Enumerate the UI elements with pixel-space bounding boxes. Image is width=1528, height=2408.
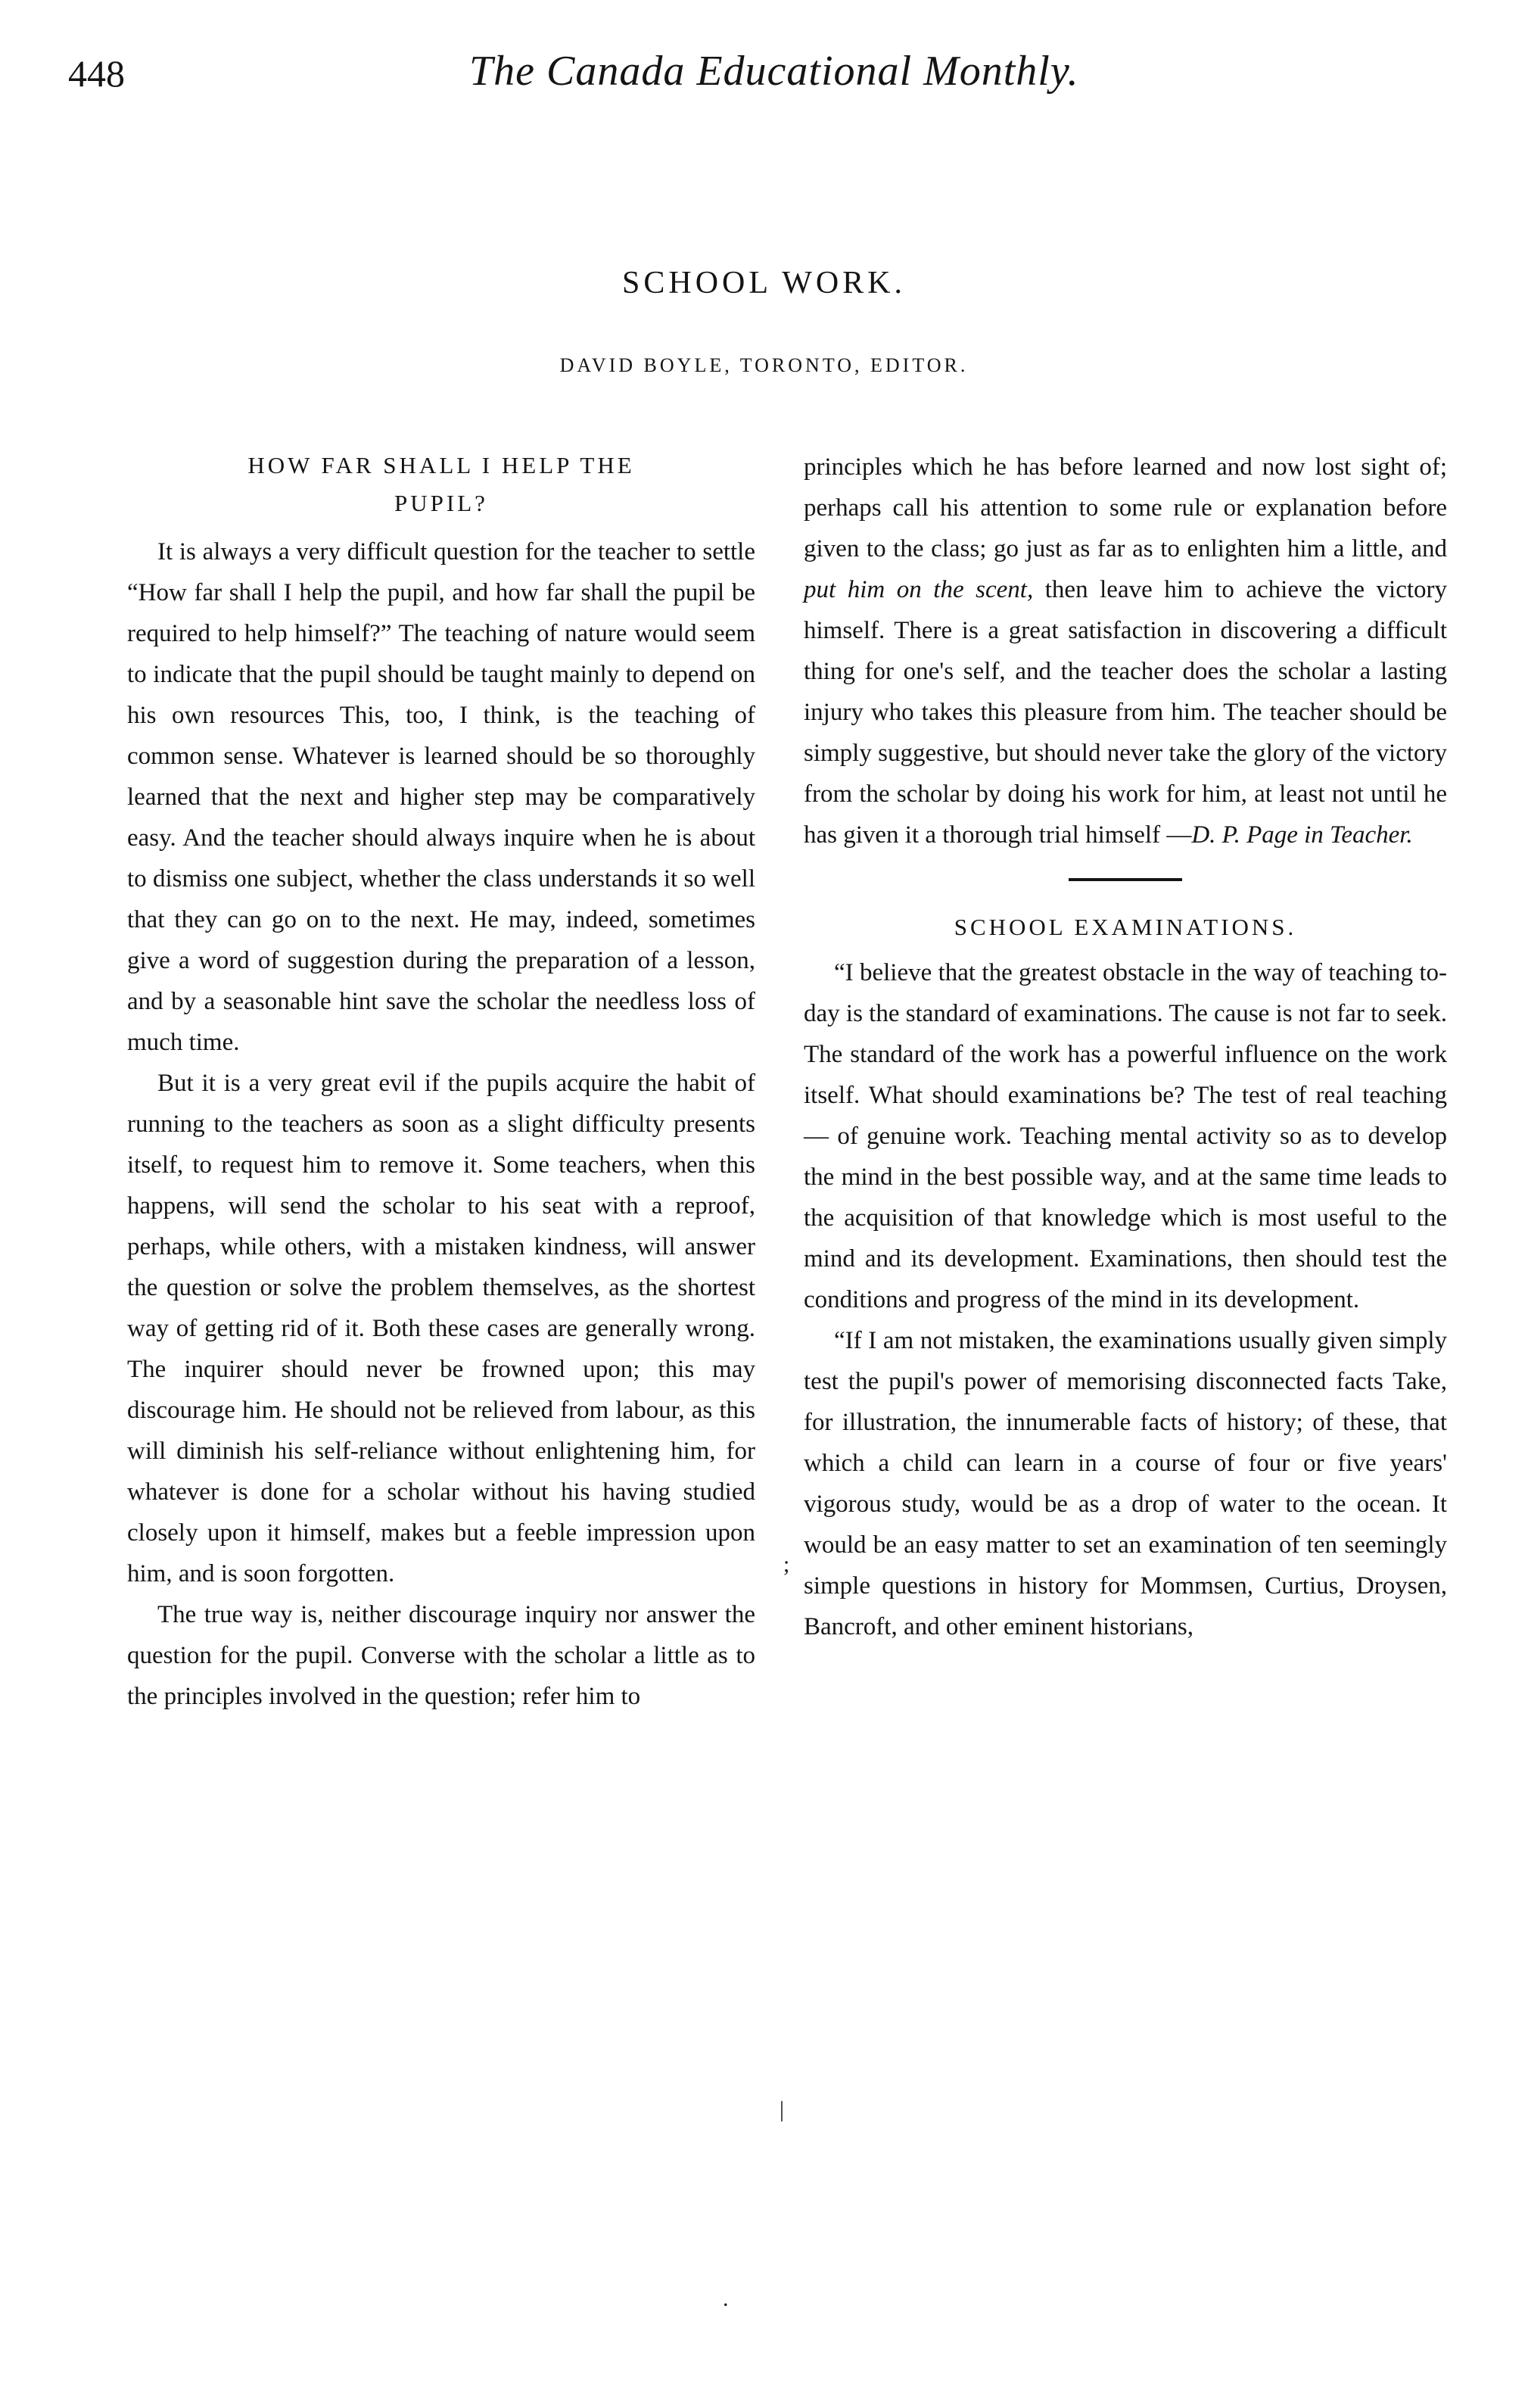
- attribution: D. P. Page in Teacher.: [1191, 821, 1413, 849]
- article-title: SCHOOL EXAMINATIONS.: [954, 914, 1297, 940]
- running-head: The Canada Educational Monthly.: [469, 48, 1079, 95]
- article-title: [127, 447, 755, 522]
- page-number: 448: [68, 52, 125, 95]
- right-column: [804, 447, 1447, 1647]
- paragraph-continued: [804, 447, 1447, 855]
- paragraph: The true way is, neither discourage inquiry nor answer the question for the pupil. Converse with the scholar a little as to the principles involved in the question; refer him to: [127, 1601, 755, 1710]
- section-title: SCHOOL WORK.: [621, 266, 907, 301]
- paragraph: “I believe that the greatest obstacle in the way of teaching to-day is the standard of examinations. The cause is not far to seek. The standard of the work has a powerful influence on the work itself. What should examinations be? The test of real teaching — of genuine work. Teaching mental activity so as to develop the mind in the best possible way, and at the same time leads to the acquisition of that knowledge which is most useful to the mind and its development. Examinations, then should test the conditions and progress of the mind in its development.: [804, 959, 1447, 1313]
- text-run: principles which he has before learned and now lost sight of; perhaps call his attention to some rule or explanation before given to the class; go just as far as to enlighten him a little, and: [804, 453, 1447, 562]
- print-mark: |: [780, 2097, 785, 2122]
- article-title-line-1: HOW FAR SHALL I HELP THE: [247, 452, 635, 478]
- section-divider: [1069, 878, 1182, 881]
- paragraph: But it is a very great evil if the pupils acquire the habit of running to the teachers as soon as a slight difficulty presents itself, to request him to remove it. Some teachers, when this happens, will send the scholar to his seat with a reproof, perhaps, while others, with a mistaken kindness, will answer the question or solve the problem themselves, as the shortest way of getting rid of it. Both these cases are generally wrong. The inquirer should never be frowned upon; this may discourage him. He should not be relieved from labour, as this will diminish his self-reliance without enlightening him, for whatever is done for a scholar without his having studied closely upon it himself, makes but a feeble impression upon him, and is soon forgotten.: [127, 1070, 755, 1587]
- text-run: then leave him to achieve the victory himself. There is a great satisfaction in discovering a difficult thing for one's self, and the teacher does the scholar a lasting injury who takes this pleasure from him. The teacher should be simply suggestive, but should never take the glory of the victory from the scholar by doing his work for him, at least not until he has given it a thorough trial himself —: [804, 576, 1447, 849]
- paragraph: “If I am not mistaken, the examinations usually given simply test the pupil's power of memorising disconnected facts Take, for illustration, the innumerable facts of history; of these, that which a child can learn in a course of four or five years' vigorous study, would be as a drop of water to the ocean. It would be an easy matter to set an examination of ten seemingly simple questions in history for Mommsen, Curtius, Droysen, Bancroft, and other eminent historians,: [804, 1327, 1447, 1640]
- print-mark: ;: [783, 1552, 790, 1577]
- article-title-line-2: PUPIL?: [394, 490, 488, 516]
- editor-line: DAVID BOYLE, TORONTO, EDITOR.: [559, 354, 969, 376]
- left-column: [127, 447, 755, 1717]
- paragraph: It is always a very difficult question for the teacher to settle “How far shall I help the pupil, and how far shall the pupil be required to help himself?” The teaching of nature would seem to indicate that the pupil should be taught mainly to depend on his own resources This, too, I think, is the teaching of common sense. Whatever is learned should be so thoroughly learned that the next and higher step may be comparatively easy. And the teacher should always inquire when he is about to dismiss one subject, whether the class understands it so well that they can go on to the next. He may, indeed, sometimes give a word of suggestion during the preparation of a lesson, and by a seasonable hint save the scholar the needless loss of much time.: [127, 538, 755, 1056]
- italic-phrase: put him on the scent,: [804, 576, 1034, 603]
- print-mark: .: [723, 2286, 729, 2311]
